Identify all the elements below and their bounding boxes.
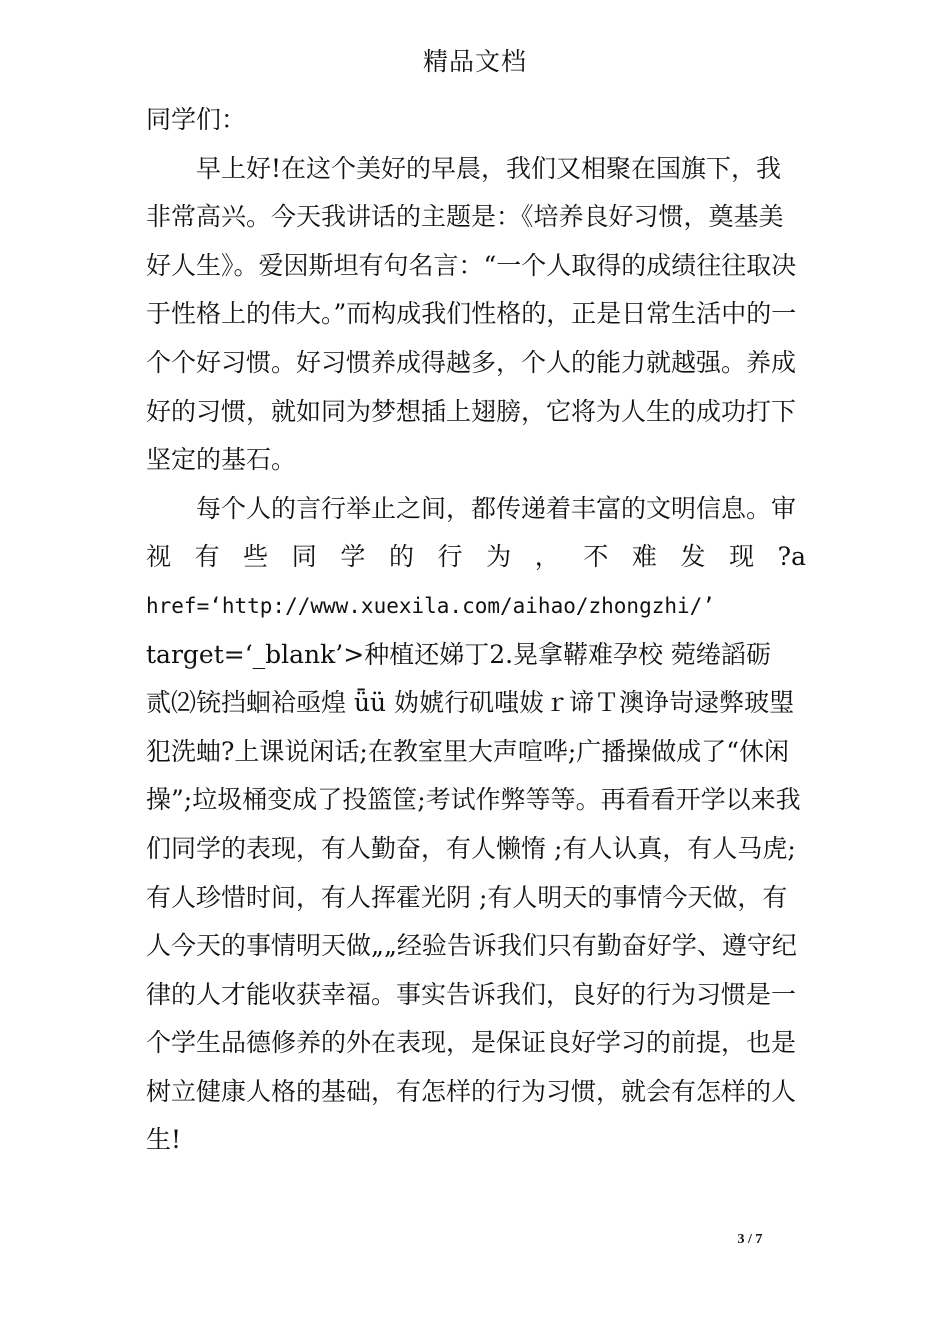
garbled-text-line2: 贰⑵铳挡蛔袷亟煌 ǖü 妫婋行矶嗤妭ｒ谛Ｔ澳诤岢逯弊玻琞 (146, 688, 795, 718)
document-body (146, 96, 806, 1165)
page-number: 3 / 7 (737, 1232, 763, 1247)
greeting-line: 同学们： (146, 105, 247, 134)
paragraph-intro: 早上好!在这个美好的早晨，我们又相聚在国旗下，我非常高兴。今天我讲话的主题是：《培养良好习惯，奠基美好人生》。爱因斯坦有句名言：“一个人取得的成绩往往取决于性格上的伟大。”而构成我们性格的，正是日常生活中的一个个好习惯。好习惯养成得越多，个人的能力就越强。养成好的习惯，就如同为梦想插上翅膀，它将为人生的成功打下坚定的基石。 (146, 153, 797, 475)
garbled-text-line1: target=‘_blank’>种植还娣丁2.晃拿鞯难孕校 菀绻謟砺 (146, 639, 771, 669)
paragraph-behavior-rest: 犯洗蚰?上课说闲话;在教室里大声喧哗;广播操做成了“休闲操”;垃圾桶变成了投篮筐;考试作弊等等。再看看开学以来我们同学的表现，有人勤奋，有人懒惰 ;有人认真，有人马虎;有人珍惜时间，有人挥霍光阴 ;有人明天的事情今天做，有人今天的事情明天做„„经验告诉我们只有勤奋好学、遵守纪律的人才能收获幸福。事实告诉我们，良好的行为习惯是一个学生品德修养的外在表现，是保证良好学习的前提，也是树立健康人格的基础，有怎样的行为习惯，就会有怎样的人生! (146, 736, 801, 1155)
page-header-title: 精品文档 (422, 47, 527, 76)
paragraph-behavior-line1: 每个人的言行举止之间，都传递着丰富的文明信息。审 (196, 493, 797, 523)
hyperlink-href-text: href=‘http://www.xuexila.com/aihao/zhongzhi/’ (146, 593, 715, 618)
paragraph-behavior-line2: 视 有 些 同 学 的 行 为 ， 不 难 发 现 ?a (146, 542, 806, 572)
